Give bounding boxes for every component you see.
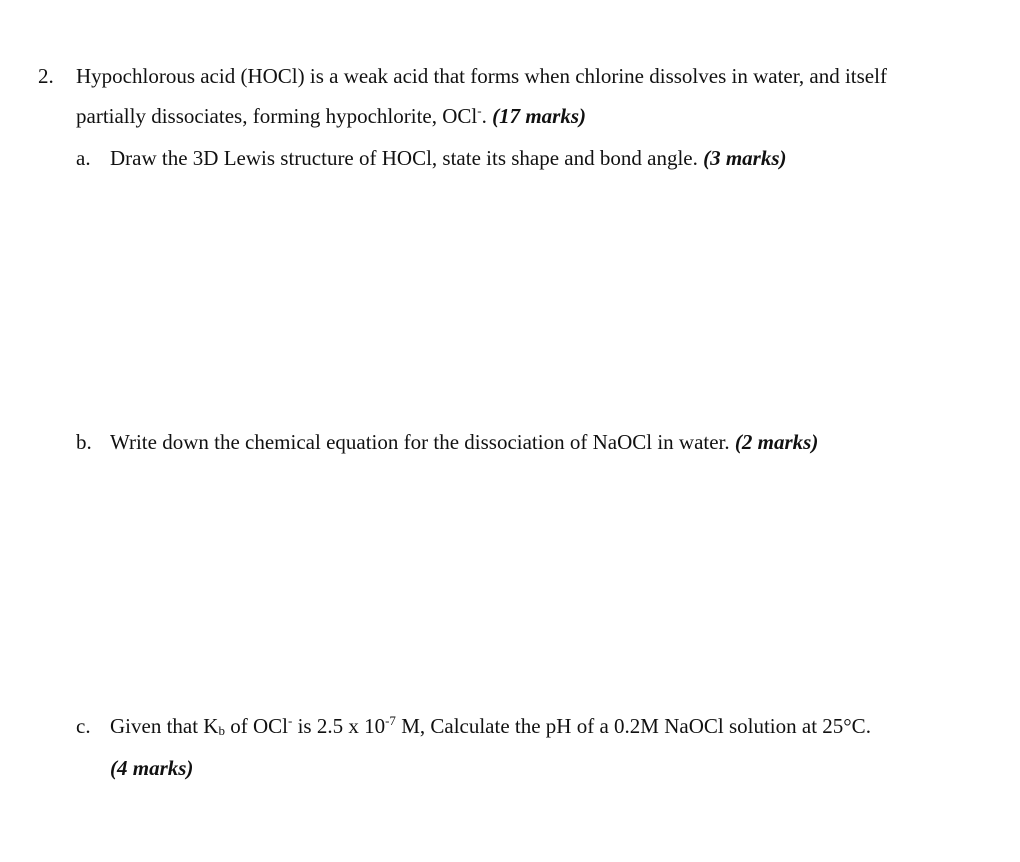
question-number: 2.: [38, 64, 54, 88]
part-b-marks: (2 marks): [734, 430, 819, 454]
part-c-label: c.: [76, 714, 91, 738]
part-b-label: b.: [76, 430, 92, 454]
part-a-text: Draw the 3D Lewis structure of HOCl, state its shape and bond angle. (3 marks): [110, 146, 787, 170]
part-a-marks: (3 marks): [703, 146, 787, 170]
part-c-text: Given that $K_b$ of OCl- is 2.5 x $10^{-7}$ M, Calculate the pH of a 0.2M NaOCl solution at 25°C.: [110, 713, 871, 738]
question-text-line1: Hypochlorous acid (HOCl) is a weak acid that forms when chlorine dissolves in water, and itself: [76, 64, 887, 88]
question-marks: (17 marks): [492, 104, 587, 128]
part-b-text: Write down the chemical equation for the dissociation of NaOCl in water. (2 marks): [110, 430, 819, 454]
question-text-line2: partially dissociates, forming hypochlorite, OCl-. (17 marks): [76, 103, 587, 128]
part-c-marks: (4 marks): [110, 756, 194, 780]
part-a-label: a.: [76, 146, 91, 170]
